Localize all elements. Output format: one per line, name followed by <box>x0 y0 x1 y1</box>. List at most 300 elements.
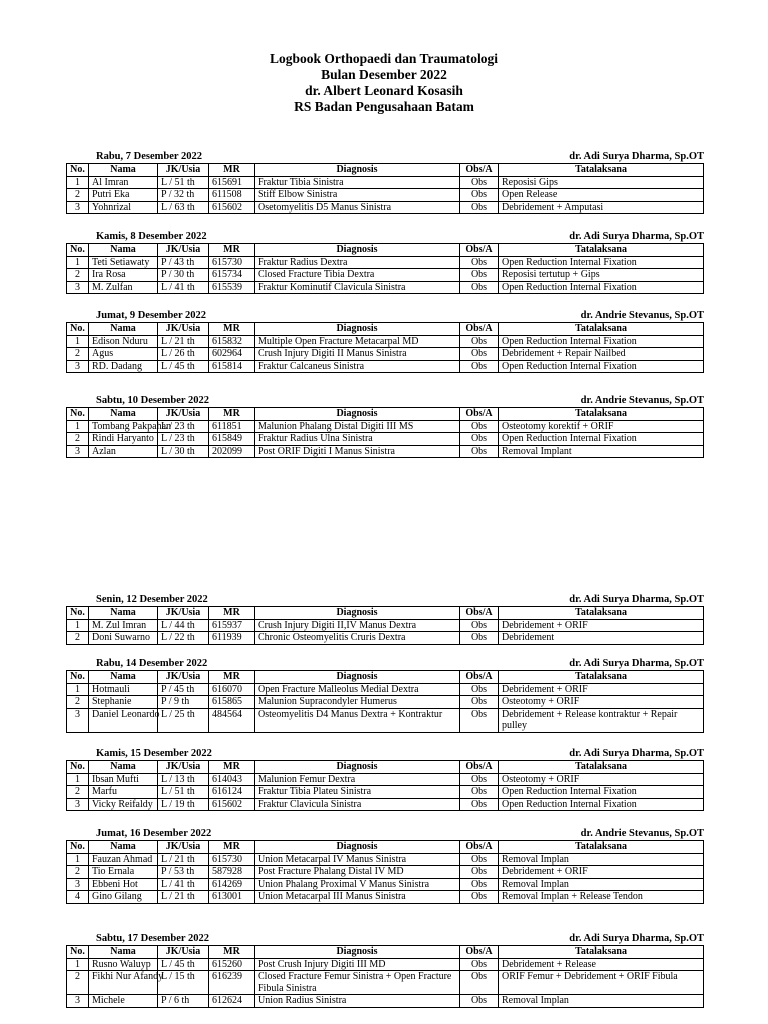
cell-obs: Obs <box>460 853 499 866</box>
cell-tatalaksana: Osteotomy + ORIF <box>499 773 704 786</box>
cell-diagnosis: Union Radius Sinistra <box>255 995 460 1008</box>
cell-tatalaksana: ORIF Femur + Debridement + ORIF Fibula <box>499 971 704 995</box>
block-doctor: dr. Adi Surya Dharma, Sp.OT <box>569 594 704 605</box>
cell-nama: RD. Dadang <box>89 360 158 373</box>
block-header <box>66 658 704 670</box>
block-header <box>66 151 704 163</box>
cell-no: 3 <box>67 708 89 732</box>
cell-nama: Yohnrizal <box>89 201 158 214</box>
cell-diagnosis: Closed Fracture Femur Sinistra + Open Fracture Fibula Sinistra <box>255 971 460 995</box>
cell-nama: Ira Rosa <box>89 269 158 282</box>
cell-diagnosis: Multiple Open Fracture Metacarpal MD <box>255 335 460 348</box>
cell-mr: 616070 <box>209 683 255 696</box>
cell-diagnosis: Fraktur Kominutif Clavicula Sinistra <box>255 281 460 294</box>
cell-tatalaksana: Removal Implant <box>499 445 704 458</box>
cell-no: 1 <box>67 176 89 189</box>
cell-nama: Teti Setiawaty <box>89 256 158 269</box>
block-header <box>66 748 704 760</box>
cell-mr: 614269 <box>209 878 255 891</box>
cell-nama: Michele <box>89 995 158 1008</box>
cell-nama: Marfu <box>89 786 158 799</box>
column-header: Diagnosis <box>255 164 460 177</box>
block-date: Sabtu, 17 Desember 2022 <box>96 933 209 944</box>
table-row <box>67 708 704 732</box>
log-table <box>66 670 704 733</box>
cell-no: 2 <box>67 433 89 446</box>
column-header: Obs/A <box>460 323 499 336</box>
log-block <box>66 933 704 1008</box>
cell-tatalaksana: Debridement + ORIF <box>499 866 704 879</box>
cell-jk-usia: L / 23 th <box>158 420 209 433</box>
cell-diagnosis: Chronic Osteomyelitis Cruris Dextra <box>255 632 460 645</box>
cell-obs: Obs <box>460 696 499 709</box>
block-date: Jumat, 9 Desember 2022 <box>96 310 207 321</box>
cell-obs: Obs <box>460 683 499 696</box>
block-header <box>66 395 704 407</box>
column-header: JK/Usia <box>158 946 209 959</box>
table-row <box>67 176 704 189</box>
cell-no: 3 <box>67 798 89 811</box>
cell-tatalaksana: Reposisi Gips <box>499 176 704 189</box>
table-row <box>67 773 704 786</box>
cell-jk-usia: L / 45 th <box>158 360 209 373</box>
cell-diagnosis: Fraktur Radius Ulna Sinistra <box>255 433 460 446</box>
cell-tatalaksana: Open Reduction Internal Fixation <box>499 433 704 446</box>
cell-no: 2 <box>67 866 89 879</box>
column-header: Nama <box>89 671 158 684</box>
cell-obs: Obs <box>460 866 499 879</box>
cell-tatalaksana: Debridement + Repair Nailbed <box>499 348 704 361</box>
cell-jk-usia: L / 21 th <box>158 335 209 348</box>
block-date: Senin, 12 Desember 2022 <box>96 594 208 605</box>
cell-mr: 611939 <box>209 632 255 645</box>
cell-obs: Obs <box>460 348 499 361</box>
block-date: Kamis, 15 Desember 2022 <box>96 748 212 759</box>
column-header: MR <box>209 607 255 620</box>
block-doctor: dr. Andrie Stevanus, Sp.OT <box>580 395 704 406</box>
block-doctor: dr. Andrie Stevanus, Sp.OT <box>580 828 704 839</box>
cell-mr: 615691 <box>209 176 255 189</box>
table-row <box>67 433 704 446</box>
table-header-row <box>67 244 704 257</box>
column-header: JK/Usia <box>158 323 209 336</box>
cell-tatalaksana: Debridement + Release kontraktur + Repair pulley <box>499 708 704 732</box>
cell-nama: Edison Nduru <box>89 335 158 348</box>
cell-no: 4 <box>67 891 89 904</box>
cell-no: 1 <box>67 683 89 696</box>
cell-obs: Obs <box>460 995 499 1008</box>
cell-jk-usia: L / 15 th <box>158 971 209 995</box>
cell-jk-usia: P / 43 th <box>158 256 209 269</box>
cell-diagnosis: Open Fracture Malleolus Medial Dextra <box>255 683 460 696</box>
column-header: Obs/A <box>460 244 499 257</box>
cell-jk-usia: L / 45 th <box>158 958 209 971</box>
cell-diagnosis: Malunion Phalang Distal Digiti III MS <box>255 420 460 433</box>
cell-mr: 615730 <box>209 853 255 866</box>
cell-no: 2 <box>67 696 89 709</box>
column-header: Tatalaksana <box>499 671 704 684</box>
title-line-2: Bulan Desember 2022 <box>321 67 447 82</box>
column-header: Nama <box>89 244 158 257</box>
column-header: Obs/A <box>460 841 499 854</box>
cell-mr: 615730 <box>209 256 255 269</box>
cell-diagnosis: Fraktur Tibia Sinistra <box>255 176 460 189</box>
cell-no: 1 <box>67 619 89 632</box>
cell-mr: 202099 <box>209 445 255 458</box>
column-header: Diagnosis <box>255 607 460 620</box>
cell-mr: 611508 <box>209 189 255 202</box>
cell-no: 2 <box>67 269 89 282</box>
cell-jk-usia: P / 30 th <box>158 269 209 282</box>
table-row <box>67 360 704 373</box>
cell-tatalaksana: Open Reduction Internal Fixation <box>499 786 704 799</box>
cell-mr: 615539 <box>209 281 255 294</box>
cell-tatalaksana: Removal Implan + Release Tendon <box>499 891 704 904</box>
table-header-row <box>67 841 704 854</box>
cell-diagnosis: Post Crush Injury Digiti III MD <box>255 958 460 971</box>
cell-no: 2 <box>67 971 89 995</box>
cell-jk-usia: P / 6 th <box>158 995 209 1008</box>
cell-jk-usia: L / 23 th <box>158 433 209 446</box>
cell-no: 3 <box>67 995 89 1008</box>
column-header: No. <box>67 323 89 336</box>
cell-tatalaksana: Debridement + Release <box>499 958 704 971</box>
column-header: No. <box>67 946 89 959</box>
column-header: No. <box>67 607 89 620</box>
cell-obs: Obs <box>460 176 499 189</box>
column-header: Nama <box>89 408 158 421</box>
cell-nama: Rusno Waluyp <box>89 958 158 971</box>
table-header-row <box>67 408 704 421</box>
cell-obs: Obs <box>460 891 499 904</box>
column-header: JK/Usia <box>158 164 209 177</box>
cell-jk-usia: L / 13 th <box>158 773 209 786</box>
column-header: Diagnosis <box>255 946 460 959</box>
cell-no: 2 <box>67 786 89 799</box>
table-row <box>67 348 704 361</box>
column-header: No. <box>67 671 89 684</box>
table-row <box>67 891 704 904</box>
cell-diagnosis: Fraktur Tibia Plateu Sinistra <box>255 786 460 799</box>
cell-no: 1 <box>67 958 89 971</box>
log-table <box>66 606 704 645</box>
table-row <box>67 683 704 696</box>
block-doctor: dr. Adi Surya Dharma, Sp.OT <box>569 151 704 162</box>
table-row <box>67 995 704 1008</box>
column-header: Tatalaksana <box>499 323 704 336</box>
cell-mr: 615865 <box>209 696 255 709</box>
cell-nama: Fauzan Ahmad <box>89 853 158 866</box>
cell-tatalaksana: Debridement + ORIF <box>499 619 704 632</box>
log-table <box>66 840 704 904</box>
cell-tatalaksana: Debridement + ORIF <box>499 683 704 696</box>
table-header-row <box>67 946 704 959</box>
column-header: MR <box>209 244 255 257</box>
log-table <box>66 243 704 294</box>
cell-obs: Obs <box>460 798 499 811</box>
cell-tatalaksana: Removal Implan <box>499 878 704 891</box>
cell-obs: Obs <box>460 256 499 269</box>
block-header <box>66 231 704 243</box>
cell-diagnosis: Post ORIF Digiti I Manus Sinistra <box>255 445 460 458</box>
cell-tatalaksana: Open Reduction Internal Fixation <box>499 798 704 811</box>
cell-mr: 615260 <box>209 958 255 971</box>
log-table <box>66 945 704 1008</box>
block-doctor: dr. Andrie Stevanus, Sp.OT <box>580 310 704 321</box>
column-header: Nama <box>89 164 158 177</box>
cell-diagnosis: Stiff Elbow Sinistra <box>255 189 460 202</box>
column-header: Obs/A <box>460 164 499 177</box>
cell-nama: Gino Gilang <box>89 891 158 904</box>
column-header: Nama <box>89 761 158 774</box>
column-header: JK/Usia <box>158 671 209 684</box>
column-header: Tatalaksana <box>499 946 704 959</box>
column-header: No. <box>67 244 89 257</box>
cell-obs: Obs <box>460 360 499 373</box>
block-header <box>66 828 704 840</box>
column-header: MR <box>209 408 255 421</box>
log-table <box>66 322 704 373</box>
column-header: No. <box>67 761 89 774</box>
cell-tatalaksana: Osteotomy + ORIF <box>499 696 704 709</box>
table-row <box>67 632 704 645</box>
cell-jk-usia: L / 63 th <box>158 201 209 214</box>
cell-no: 1 <box>67 420 89 433</box>
block-header <box>66 310 704 322</box>
table-row <box>67 971 704 995</box>
cell-obs: Obs <box>460 433 499 446</box>
cell-jk-usia: L / 25 th <box>158 708 209 732</box>
column-header: Diagnosis <box>255 671 460 684</box>
column-header: Obs/A <box>460 946 499 959</box>
title-line-4: RS Badan Pengusahaan Batam <box>294 99 474 114</box>
cell-obs: Obs <box>460 189 499 202</box>
cell-no: 3 <box>67 360 89 373</box>
cell-mr: 613001 <box>209 891 255 904</box>
column-header: No. <box>67 841 89 854</box>
cell-mr: 615814 <box>209 360 255 373</box>
cell-jk-usia: L / 44 th <box>158 619 209 632</box>
cell-tatalaksana: Debridement <box>499 632 704 645</box>
cell-diagnosis: Osteomyelitis D4 Manus Dextra + Kontraktur <box>255 708 460 732</box>
cell-obs: Obs <box>460 958 499 971</box>
cell-jk-usia: L / 19 th <box>158 798 209 811</box>
column-header: MR <box>209 946 255 959</box>
cell-nama: M. Zulfan <box>89 281 158 294</box>
table-row <box>67 958 704 971</box>
cell-jk-usia: P / 9 th <box>158 696 209 709</box>
cell-obs: Obs <box>460 619 499 632</box>
cell-obs: Obs <box>460 335 499 348</box>
cell-obs: Obs <box>460 708 499 732</box>
cell-no: 1 <box>67 853 89 866</box>
cell-jk-usia: L / 51 th <box>158 786 209 799</box>
log-table <box>66 407 704 458</box>
cell-diagnosis: Closed Fracture Tibia Dextra <box>255 269 460 282</box>
column-header: Tatalaksana <box>499 841 704 854</box>
table-row <box>67 256 704 269</box>
cell-obs: Obs <box>460 786 499 799</box>
cell-obs: Obs <box>460 445 499 458</box>
column-header: Obs/A <box>460 607 499 620</box>
cell-diagnosis: Crush Injury Digiti II Manus Sinistra <box>255 348 460 361</box>
table-row <box>67 878 704 891</box>
log-block <box>66 395 704 458</box>
table-row <box>67 786 704 799</box>
cell-jk-usia: L / 22 th <box>158 632 209 645</box>
cell-diagnosis: Osetomyelitis D5 Manus Sinistra <box>255 201 460 214</box>
cell-tatalaksana: Open Reduction Internal Fixation <box>499 335 704 348</box>
column-header: Tatalaksana <box>499 607 704 620</box>
cell-nama: Stephanie <box>89 696 158 709</box>
cell-mr: 615602 <box>209 201 255 214</box>
cell-tatalaksana: Open Reduction Internal Fixation <box>499 256 704 269</box>
cell-nama: Agus <box>89 348 158 361</box>
table-row <box>67 420 704 433</box>
cell-jk-usia: L / 41 th <box>158 878 209 891</box>
cell-mr: 616239 <box>209 971 255 995</box>
table-row <box>67 798 704 811</box>
cell-jk-usia: L / 30 th <box>158 445 209 458</box>
cell-nama: Azlan <box>89 445 158 458</box>
cell-diagnosis: Union Metacarpal III Manus Sinistra <box>255 891 460 904</box>
cell-obs: Obs <box>460 878 499 891</box>
cell-jk-usia: P / 53 th <box>158 866 209 879</box>
cell-obs: Obs <box>460 281 499 294</box>
cell-mr: 612624 <box>209 995 255 1008</box>
table-row <box>67 853 704 866</box>
cell-nama: Putri Eka <box>89 189 158 202</box>
title-line-1: Logbook Orthopaedi dan Traumatologi <box>270 51 498 66</box>
cell-mr: 587928 <box>209 866 255 879</box>
cell-diagnosis: Fraktur Radius Dextra <box>255 256 460 269</box>
column-header: MR <box>209 841 255 854</box>
cell-tatalaksana: Open Reduction Internal Fixation <box>499 281 704 294</box>
log-block <box>66 151 704 214</box>
cell-nama: Vicky Reifaldy <box>89 798 158 811</box>
table-header-row <box>67 323 704 336</box>
block-doctor: dr. Adi Surya Dharma, Sp.OT <box>569 933 704 944</box>
cell-tatalaksana: Removal Implan <box>499 995 704 1008</box>
cell-nama: Fikhi Nur Afandy <box>89 971 158 995</box>
cell-mr: 602964 <box>209 348 255 361</box>
cell-nama: Tombang Pakpahan <box>89 420 158 433</box>
cell-no: 1 <box>67 256 89 269</box>
column-header: JK/Usia <box>158 244 209 257</box>
table-header-row <box>67 761 704 774</box>
block-date: Rabu, 7 Desember 2022 <box>96 151 202 162</box>
log-block <box>66 310 704 373</box>
cell-nama: Daniel Leonardo <box>89 708 158 732</box>
document-title <box>0 51 768 115</box>
cell-tatalaksana: Osteotomy korektif + ORIF <box>499 420 704 433</box>
column-header: No. <box>67 408 89 421</box>
cell-diagnosis: Fraktur Calcaneus Sinistra <box>255 360 460 373</box>
cell-nama: Ibsan Mufti <box>89 773 158 786</box>
column-header: MR <box>209 323 255 336</box>
log-block <box>66 594 704 645</box>
cell-no: 3 <box>67 878 89 891</box>
cell-tatalaksana: Open Release <box>499 189 704 202</box>
cell-diagnosis: Fraktur Clavicula Sinistra <box>255 798 460 811</box>
cell-mr: 615849 <box>209 433 255 446</box>
column-header: Diagnosis <box>255 761 460 774</box>
table-row <box>67 201 704 214</box>
column-header: Diagnosis <box>255 841 460 854</box>
cell-nama: Rindi Haryanto <box>89 433 158 446</box>
cell-mr: 611851 <box>209 420 255 433</box>
column-header: MR <box>209 761 255 774</box>
cell-obs: Obs <box>460 971 499 995</box>
cell-no: 3 <box>67 281 89 294</box>
cell-diagnosis: Malunion Supracondyler Humerus <box>255 696 460 709</box>
table-row <box>67 189 704 202</box>
table-header-row <box>67 671 704 684</box>
block-date: Sabtu, 10 Desember 2022 <box>96 395 209 406</box>
cell-tatalaksana: Open Reduction Internal Fixation <box>499 360 704 373</box>
log-block <box>66 658 704 733</box>
cell-tatalaksana: Removal Implan <box>499 853 704 866</box>
table-row <box>67 269 704 282</box>
column-header: Nama <box>89 841 158 854</box>
block-header <box>66 933 704 945</box>
table-row <box>67 619 704 632</box>
table-row <box>67 335 704 348</box>
cell-nama: Tio Ernala <box>89 866 158 879</box>
block-doctor: dr. Adi Surya Dharma, Sp.OT <box>569 748 704 759</box>
block-date: Kamis, 8 Desember 2022 <box>96 231 207 242</box>
cell-nama: Hotmauli <box>89 683 158 696</box>
column-header: MR <box>209 164 255 177</box>
block-date: Jumat, 16 Desember 2022 <box>96 828 212 839</box>
cell-nama: Doni Suwarno <box>89 632 158 645</box>
cell-obs: Obs <box>460 269 499 282</box>
cell-obs: Obs <box>460 632 499 645</box>
block-doctor: dr. Adi Surya Dharma, Sp.OT <box>569 658 704 669</box>
column-header: Diagnosis <box>255 323 460 336</box>
cell-no: 2 <box>67 632 89 645</box>
cell-jk-usia: L / 51 th <box>158 176 209 189</box>
log-block <box>66 748 704 811</box>
log-table <box>66 163 704 214</box>
cell-nama: Ebbeni Hot <box>89 878 158 891</box>
table-header-row <box>67 164 704 177</box>
title-line-3: dr. Albert Leonard Kosasih <box>305 83 463 98</box>
table-row <box>67 866 704 879</box>
column-header: JK/Usia <box>158 607 209 620</box>
cell-mr: 615602 <box>209 798 255 811</box>
block-header <box>66 594 704 606</box>
log-block <box>66 231 704 294</box>
column-header: JK/Usia <box>158 841 209 854</box>
column-header: Diagnosis <box>255 408 460 421</box>
column-header: JK/Usia <box>158 761 209 774</box>
cell-jk-usia: L / 26 th <box>158 348 209 361</box>
cell-mr: 615937 <box>209 619 255 632</box>
column-header: Nama <box>89 323 158 336</box>
column-header: Tatalaksana <box>499 408 704 421</box>
column-header: MR <box>209 671 255 684</box>
column-header: JK/Usia <box>158 408 209 421</box>
cell-obs: Obs <box>460 420 499 433</box>
cell-tatalaksana: Debridement + Amputasi <box>499 201 704 214</box>
cell-no: 3 <box>67 201 89 214</box>
cell-no: 3 <box>67 445 89 458</box>
table-row <box>67 696 704 709</box>
column-header: Tatalaksana <box>499 761 704 774</box>
column-header: Tatalaksana <box>499 164 704 177</box>
column-header: Obs/A <box>460 761 499 774</box>
